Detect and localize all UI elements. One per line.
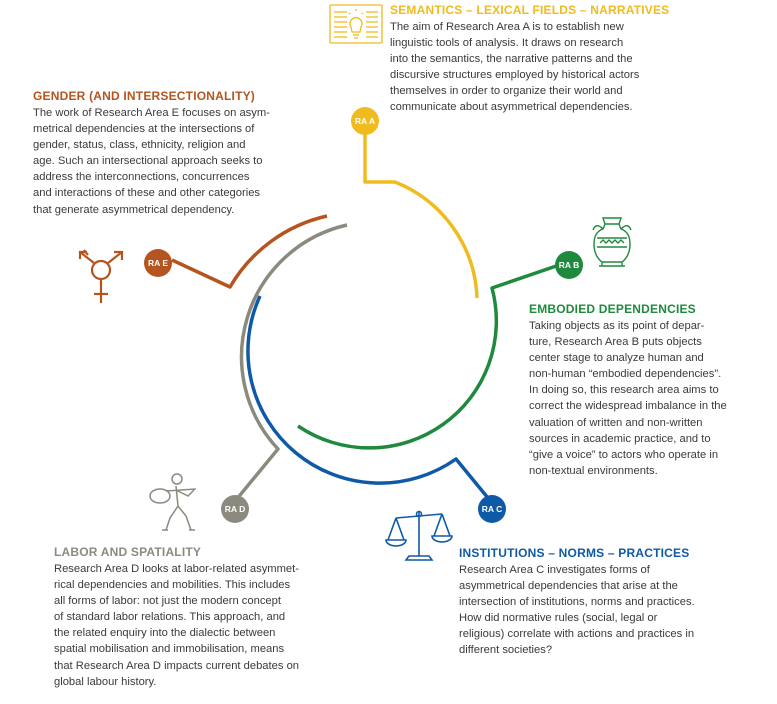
ra-a-line: themselves in order to organize their world and bbox=[390, 85, 623, 98]
ra-d-line: global labour history. bbox=[54, 675, 157, 688]
ra-b-line: “give a voice” to actors who operate in bbox=[529, 448, 719, 461]
ra-a-line: communicate about asymmetrical dependencies. bbox=[390, 101, 633, 114]
ra-c-arc bbox=[248, 296, 488, 498]
gender-symbol-icon bbox=[80, 250, 122, 303]
ra-e-badge-label: RA E bbox=[148, 258, 168, 268]
ra-e-line: metrical dependencies at the intersections of bbox=[33, 123, 255, 136]
ra-e-line: that generate asymmetrical dependency. bbox=[33, 203, 235, 216]
lightbulb-document-icon bbox=[330, 5, 382, 43]
ra-b-line: sources in academic practice, and to bbox=[529, 432, 711, 445]
ra-c-title: INSTITUTIONS – NORMS – PRACTICES bbox=[459, 546, 690, 560]
ra-c-line: different societies? bbox=[459, 644, 553, 657]
ra-e-line: gender, status, class, ethnicity, religion and bbox=[33, 139, 246, 152]
ra-b-title: EMBODIED DEPENDENCIES bbox=[529, 302, 696, 316]
ra-a-title: SEMANTICS – LEXICAL FIELDS – NARRATIVES bbox=[390, 3, 670, 17]
ra-a-description bbox=[390, 3, 669, 116]
ra-d-line: spatial mobilisation and immobilisation, means bbox=[54, 643, 285, 656]
amphora-icon bbox=[593, 218, 631, 266]
ra-c-badge-label: RA C bbox=[481, 504, 503, 514]
ra-d-badge-label: RA D bbox=[224, 504, 246, 514]
ra-a-line: into the semantics, the narrative patterns and the bbox=[390, 53, 633, 66]
ra-b-line: Taking objects as its point of depar- bbox=[529, 320, 705, 332]
ra-e-arc bbox=[172, 216, 327, 287]
ra-d-badge bbox=[221, 495, 249, 523]
ra-c-description bbox=[459, 546, 695, 659]
ra-d-line: rical dependencies and mobilities. This includes bbox=[54, 579, 291, 592]
laborer-carrying-load-icon bbox=[150, 474, 196, 530]
ra-d-line: of standard labor relations. This approach, and bbox=[54, 611, 286, 624]
ra-a-badge bbox=[351, 107, 379, 135]
ra-c-line: Research Area C investigates forms of bbox=[459, 564, 650, 576]
ra-d-line: that Research Area D impacts current debates on bbox=[54, 659, 300, 672]
ra-b-line: non-textual environments. bbox=[529, 464, 658, 477]
ra-a-badge-label: RA A bbox=[354, 116, 376, 126]
ra-d-line: Research Area D looks at labor-related asymmet- bbox=[54, 563, 299, 575]
ra-a-line: The aim of Research Area A is to establish new bbox=[390, 21, 624, 33]
ra-e-line: The work of Research Area E focuses on asym- bbox=[33, 107, 270, 119]
ra-c-line: religious) correlate with actions and practices in bbox=[459, 628, 695, 641]
ra-d-line: all forms of labor: not just the modern concept bbox=[54, 595, 281, 608]
ra-e-badge bbox=[144, 249, 172, 277]
ra-e-line: address the interconnections, concurrences bbox=[33, 171, 250, 184]
ra-b-line: center stage to analyze human and bbox=[529, 352, 704, 365]
ra-e-title: GENDER (AND INTERSECTIONALITY) bbox=[33, 89, 255, 103]
ra-d-description bbox=[54, 545, 299, 690]
ra-b-badge-label: RA B bbox=[558, 260, 580, 270]
scales-of-justice-icon bbox=[386, 511, 452, 560]
ra-b-description bbox=[529, 302, 727, 479]
ra-c-badge bbox=[478, 495, 506, 523]
ra-d-arc bbox=[236, 225, 347, 500]
ra-b-line: correct the widespread imbalance in the bbox=[529, 400, 727, 413]
ra-b-arc bbox=[298, 263, 565, 448]
ra-a-arc bbox=[365, 131, 477, 298]
ra-e-line: age. Such an intersectional approach seeks to bbox=[33, 155, 263, 168]
ra-b-badge bbox=[555, 251, 583, 279]
ra-b-line: valuation of written and non-written bbox=[529, 416, 703, 429]
ra-c-line: intersection of institutions, norms and practices. bbox=[459, 596, 695, 609]
ra-a-line: discursive structures employed by historical actors bbox=[390, 69, 640, 82]
ra-b-line: non-human “embodied dependencies”. bbox=[529, 368, 722, 381]
ra-d-line: the related enquiry into the dialectic between bbox=[54, 627, 276, 640]
ra-d-title: LABOR AND SPATIALITY bbox=[54, 545, 202, 559]
ra-b-line: In doing so, this research area aims to bbox=[529, 384, 719, 397]
ra-e-description bbox=[33, 89, 270, 218]
ra-a-line: linguistic tools of analysis. It draws on research bbox=[390, 37, 624, 50]
ra-e-line: and interactions of these and other categories bbox=[33, 187, 261, 200]
ra-c-line: asymmetrical dependencies that arise at the bbox=[459, 580, 678, 593]
ra-c-line: How did normative rules (social, legal or bbox=[459, 612, 658, 625]
ra-b-line: ture, Research Area B puts objects bbox=[529, 336, 702, 349]
